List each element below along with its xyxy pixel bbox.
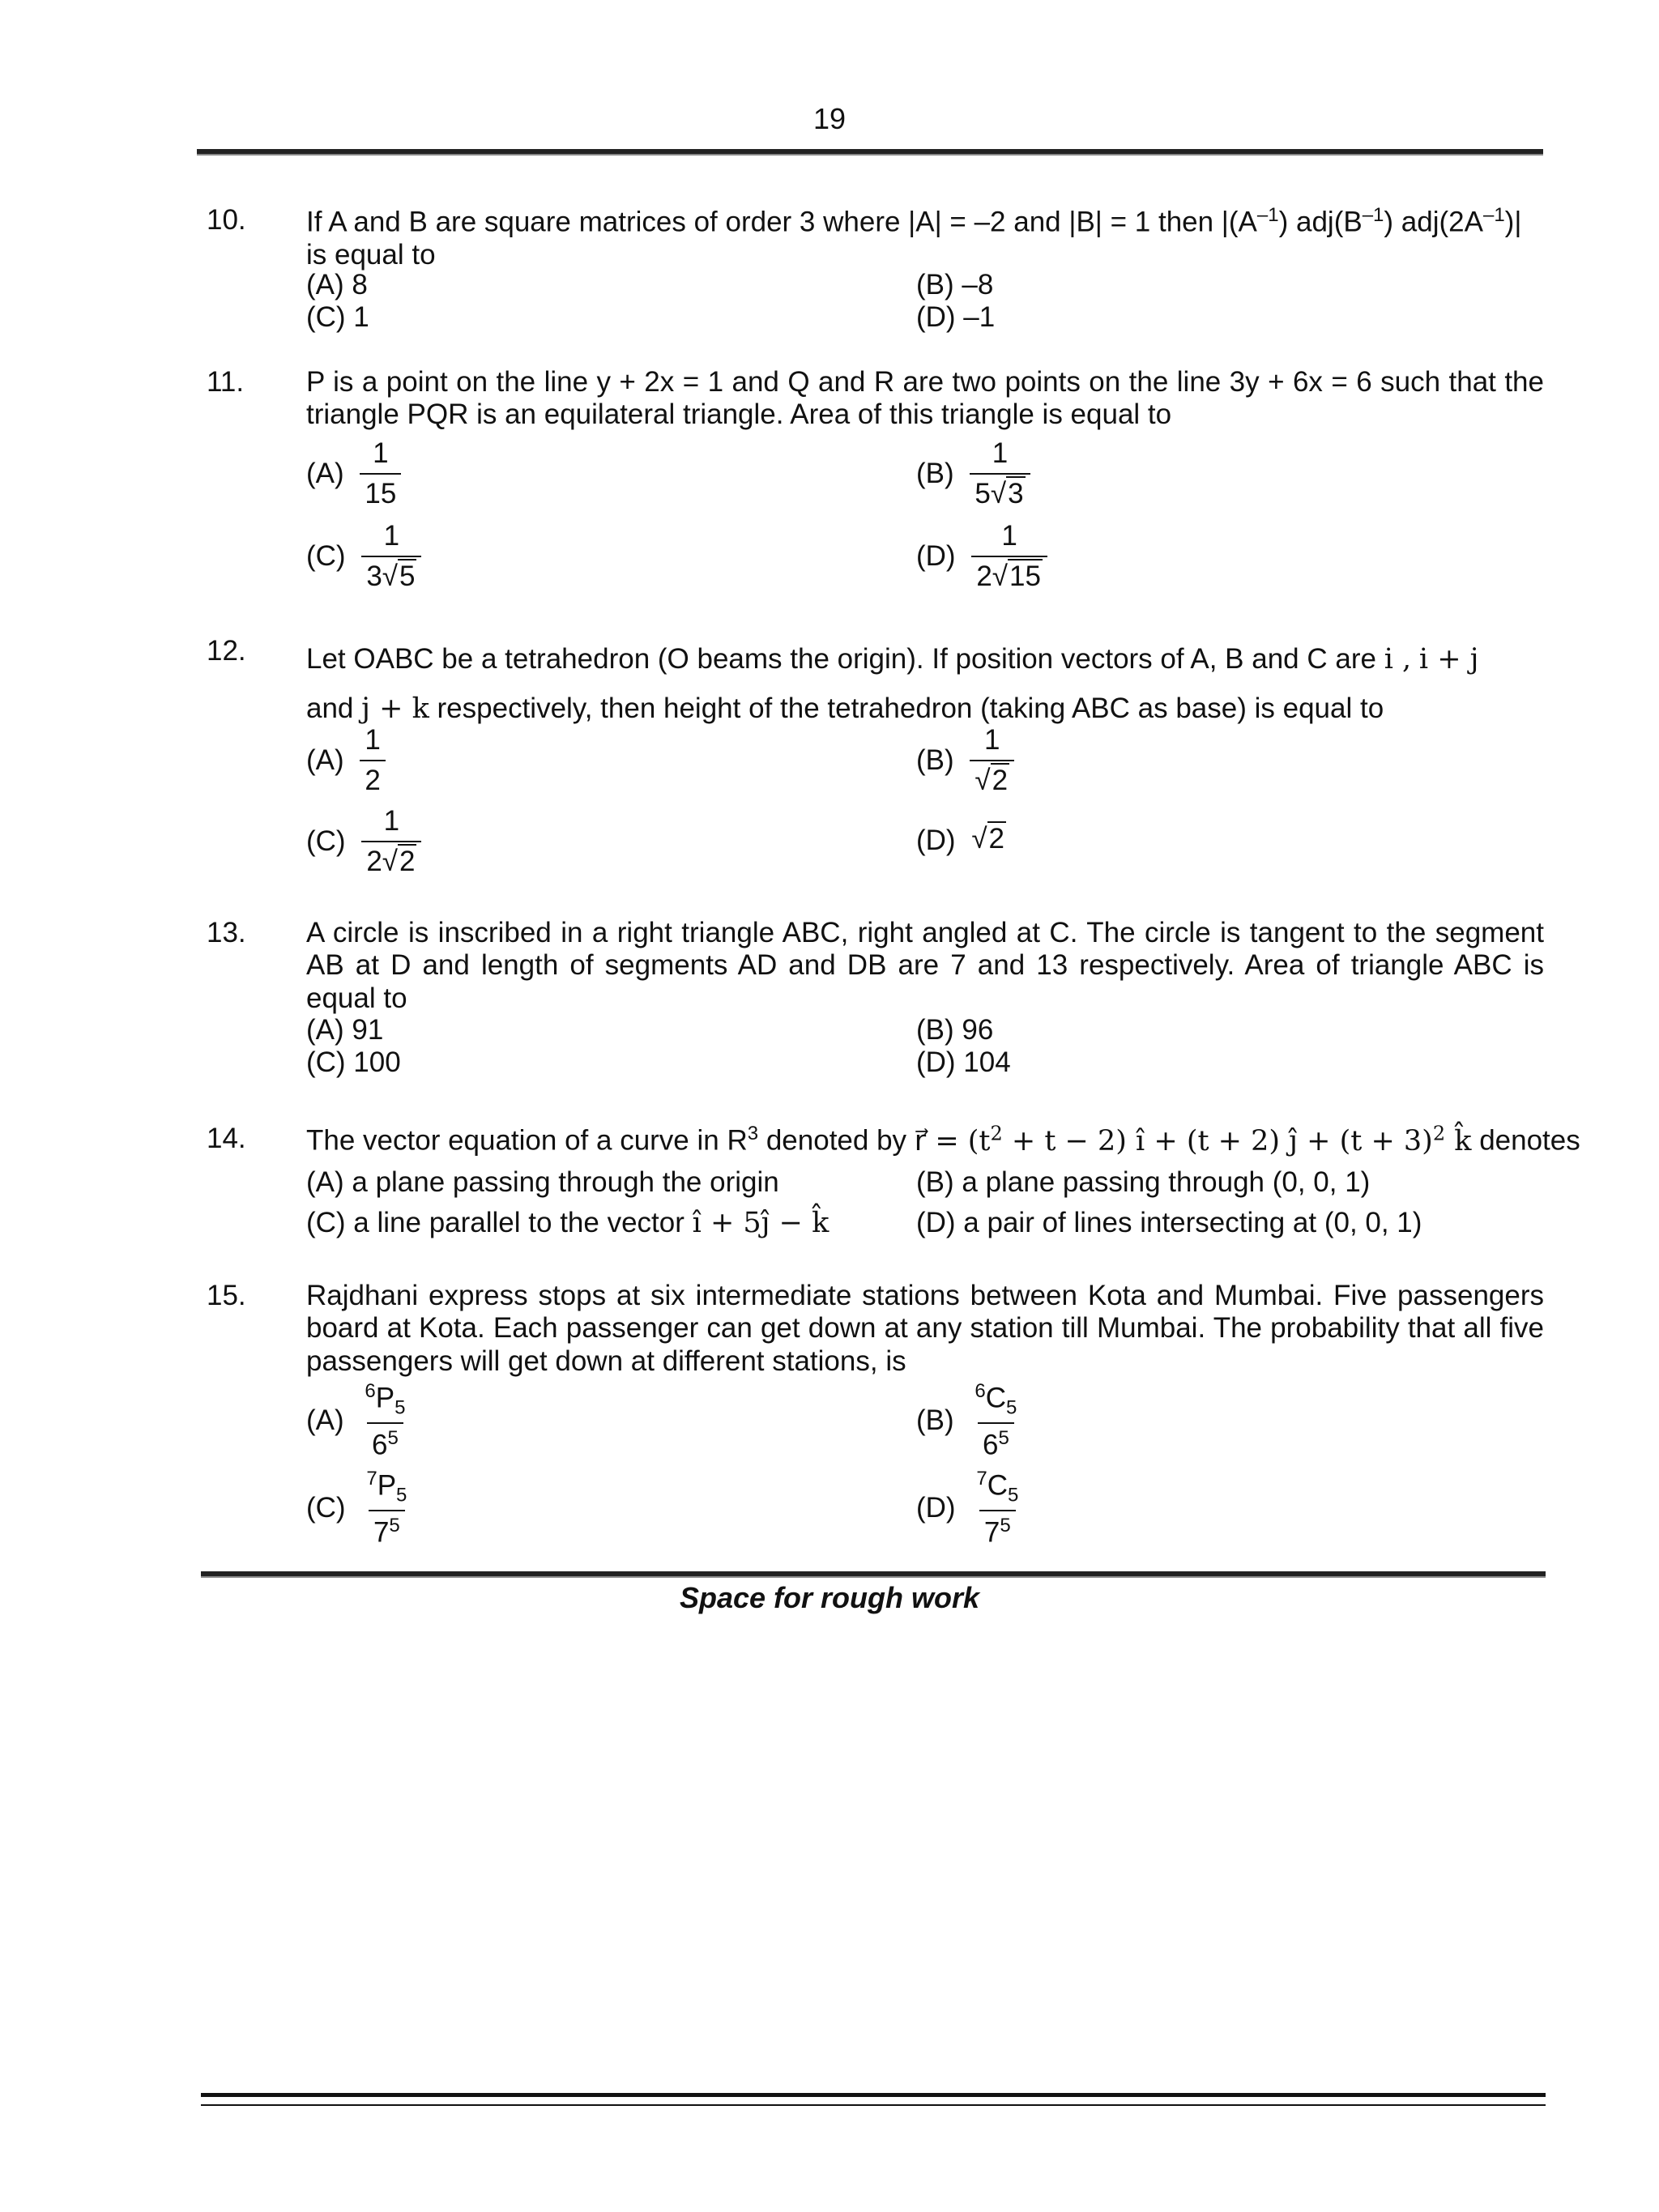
option-a[interactable]: (A) 8: [306, 269, 368, 300]
sqrt-symbol: √5: [382, 560, 416, 593]
option-a[interactable]: (A) $\frac{1}{15}$: [306, 437, 401, 511]
fraction: $\frac{^6C_5}{6^5}$: [975, 1380, 1017, 1461]
fraction: $\frac{1}{3√5}$: [361, 520, 421, 594]
rough-work-label: Space for rough work: [679, 1581, 980, 1614]
option-d[interactable]: (D) $\frac{1}{2√15}$: [916, 520, 1047, 594]
fraction: $\frac{^7C_5}{7^5}$: [976, 1468, 1019, 1549]
option-d[interactable]: (D) $\frac{^7C_5}{7^5}$: [916, 1468, 1023, 1549]
header-rule: [197, 149, 1543, 154]
sqrt-symbol: √2: [971, 823, 1005, 855]
option-b[interactable]: (B) a plane passing through (0, 0, 1): [916, 1166, 1371, 1198]
question-number: 14.: [207, 1123, 246, 1154]
fraction: $\frac{1}{15}$: [360, 437, 401, 511]
option-a[interactable]: (A) a plane passing through the origin: [306, 1166, 779, 1198]
option-a[interactable]: (A) $\frac{1}{2}$: [306, 724, 386, 798]
vector-expression: j + k: [361, 692, 429, 725]
option-c[interactable]: (C) a line parallel to the vector î + 5ĵ − k̂: [306, 1207, 830, 1239]
option-c[interactable]: (C) $\frac{1}{3√5}$: [306, 520, 421, 594]
fraction: $\frac{^7P_5}{7^5}$: [366, 1468, 407, 1549]
option-d[interactable]: (D) a pair of lines intersecting at (0, 0, 1): [916, 1207, 1422, 1238]
question-text: A circle is inscribed in a right triangle ABC, right angled at C. The circle is tangent to the segment AB at D and length of segments AD and DB are 7 and 13 respectively. Area of triangle ABC is equal to: [306, 917, 1544, 1014]
question-number: 10.: [207, 204, 246, 236]
option-d[interactable]: (D) √2: [916, 823, 1005, 856]
vector-equation: r⃗ = $(t^2 + t - 2)$ î + (t + 2) ĵ + $(t + 3)^2$ k̂: [914, 1122, 1472, 1157]
option-b[interactable]: (B) –8: [916, 269, 994, 300]
option-d[interactable]: (D) 104: [916, 1046, 1011, 1078]
page-number: 19: [812, 102, 847, 135]
question-text: P is a point on the line y + 2x = 1 and Q and R are two points on the line 3y + 6x = 6 such that the triangle PQR is an equilateral triangle. Area of this triangle is equal to: [306, 366, 1544, 431]
question-text: Let OABC be a tetrahedron (O beams the origin). If position vectors of A, B and C are i , i + j and j + k respectively, then height of the tetrahedron (taking ABC as base) is equal to: [306, 643, 1479, 725]
option-b[interactable]: (B) $\frac{1}{5√3}$: [916, 437, 1030, 511]
fraction: $\frac{^6P_5}{6^5}$: [365, 1380, 406, 1461]
option-d[interactable]: (D) –1: [916, 301, 996, 333]
sqrt-symbol: √2: [975, 765, 1009, 797]
fraction: $\frac{1}{5√3}$: [970, 437, 1030, 511]
option-b[interactable]: (B) $\frac{^6C_5}{6^5}$: [916, 1380, 1021, 1462]
sqrt-symbol: √15: [992, 560, 1041, 593]
question-number: 11.: [207, 366, 245, 398]
option-a[interactable]: (A) 91: [306, 1014, 384, 1046]
vector-expression: i + j: [1418, 643, 1479, 676]
option-c[interactable]: (C) 100: [306, 1046, 401, 1078]
question-number: 15.: [207, 1280, 246, 1311]
vector-expression: i ,: [1384, 643, 1412, 676]
sqrt-symbol: √2: [382, 846, 416, 878]
fraction: $\frac{1}{2}$: [360, 724, 385, 798]
question-text: Rajdhani express stops at six intermediate stations between Kota and Mumbai. Five passengers board at Kota. Each passenger can get down at any station till Mumbai. The probability that all five passengers will get down at different stations, is: [306, 1280, 1544, 1377]
option-c[interactable]: (C) 1: [306, 301, 369, 333]
vector-expression: î + 5ĵ − k̂: [692, 1207, 830, 1239]
question-text: The vector equation of a curve in $R^3$ denoted by r⃗ = $(t^2 + t - 2)$ î + (t + 2) ĵ + $(t + 3)^2$ k̂ denotes: [306, 1122, 1580, 1157]
footer-rule: [201, 2093, 1546, 2106]
option-b[interactable]: (B) 96: [916, 1014, 994, 1046]
question-number: 13.: [207, 917, 246, 948]
section-rule: [201, 1571, 1546, 1576]
option-b[interactable]: (B) $\frac{1}{√2}$: [916, 724, 1014, 798]
option-c[interactable]: (C) $\frac{^7P_5}{7^5}$: [306, 1468, 412, 1549]
question-number: 12.: [207, 635, 246, 667]
fraction: $\frac{1}{√2}$: [970, 724, 1014, 798]
option-a[interactable]: (A) $\frac{^6P_5}{6^5}$: [306, 1380, 410, 1462]
option-c[interactable]: (C) $\frac{1}{2√2}$: [306, 805, 421, 879]
fraction: $\frac{1}{2√15}$: [971, 520, 1047, 594]
question-text: If A and B are square matrices of order 3 where |A| = –2 and |B| = 1 then $|(A^{-1})$ $adj(B^{-1})$ $adj(2A^{-1})|$ is equal to: [306, 204, 1522, 271]
sqrt-symbol: √3: [990, 478, 1024, 510]
fraction: $\frac{1}{2√2}$: [361, 805, 421, 879]
